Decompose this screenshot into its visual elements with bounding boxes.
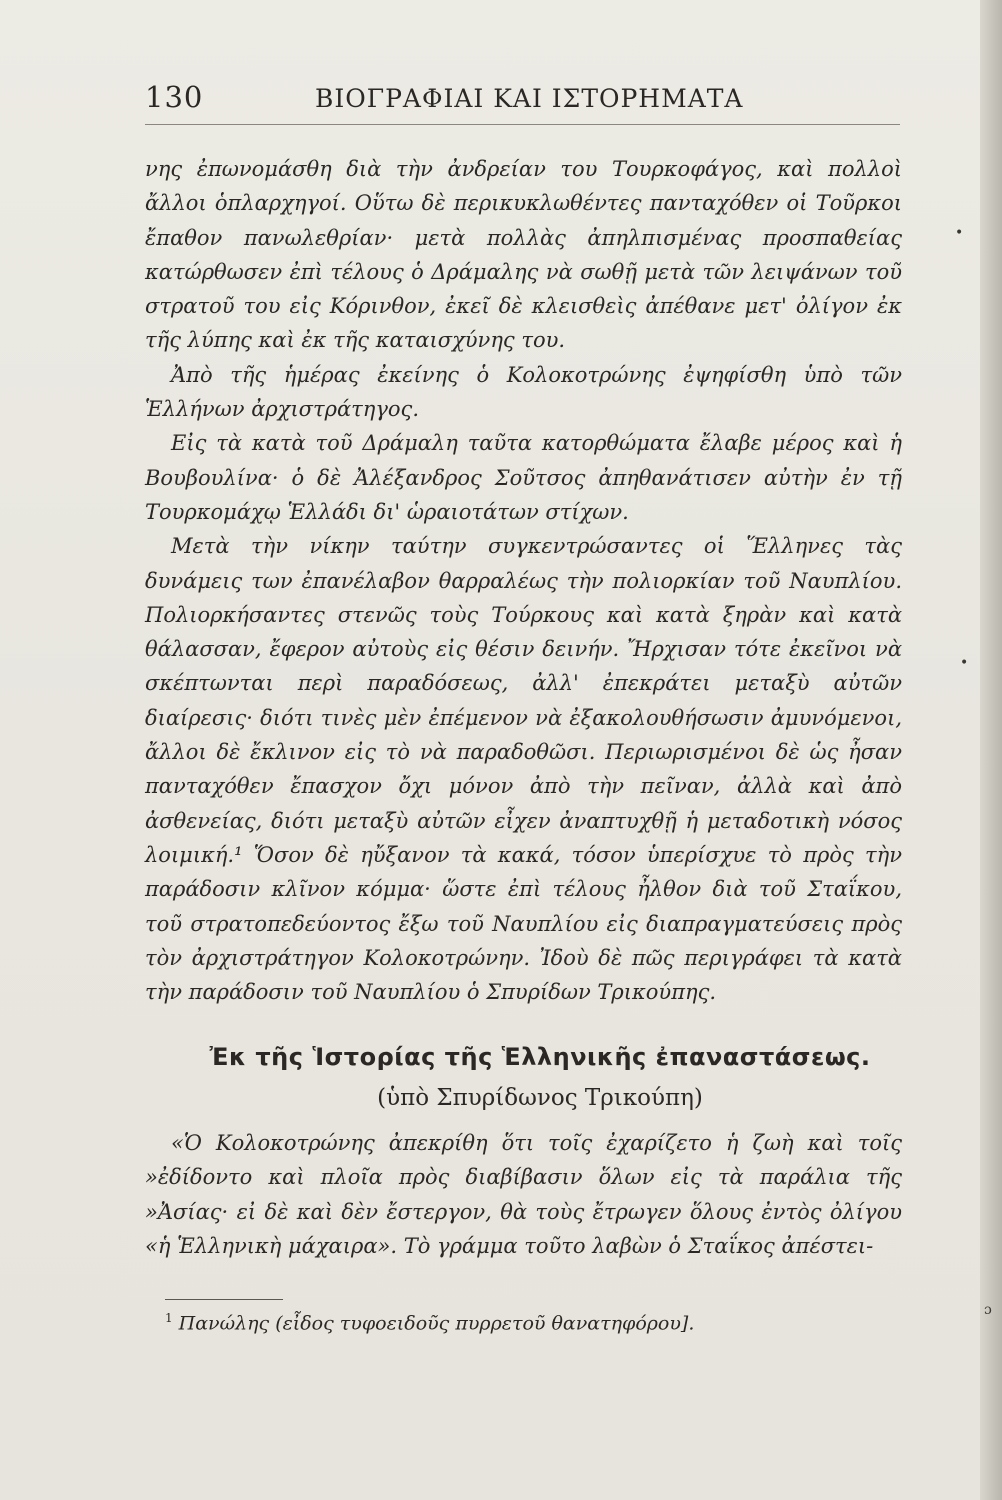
page-edge	[980, 0, 1002, 1500]
footnote	[165, 1311, 694, 1334]
section-subheading: (ὑπὸ Σπυρίδωνος Τρικούπη)	[377, 1085, 703, 1111]
page-number: 130	[145, 80, 204, 114]
quoted-text	[145, 1126, 902, 1263]
footnote-marker: 1	[165, 1311, 173, 1325]
margin-speck: ɔ	[984, 1302, 992, 1318]
page-header	[145, 80, 900, 124]
running-title: ΒΙΟΓΡΑΦΙΑΙ ΚΑΙ ΙΣΤΟΡΗΜΑΤΑ	[315, 84, 744, 113]
margin-speck: •	[960, 655, 969, 671]
paragraph-2: Ἀπὸ τῆς ἡμέρας ἐκείνης ὁ Κολοκοτρώνης ἐψηφίσθη ὑπὸ τῶν Ἑλλήνων ἀρχιστράτηγος.	[145, 362, 902, 422]
footnote-rule	[165, 1299, 283, 1300]
quote-paragraph: «Ὁ Κολοκοτρώνης ἀπεκρίθη ὅτι τοῖς ἐχαρίζετο ἡ ζωὴ καὶ τοῖς »ἐδίδοντο καὶ πλοῖα πρὸς διαβίβασιν ὅλων εἰς τὰ παράλια τῆς »Ἀσίας· εἰ δὲ καὶ δὲν ἔστεργον, θὰ τοὺς ἔτρωγεν ὅλους ἐντὸς ὀλίγου «ἡ Ἑλληνικὴ μάχαιρα». Τὸ γράμμα τοῦτο λαβὼν ὁ Σταΐκος ἀπέστει-	[145, 1131, 902, 1258]
section-heading: Ἐκ τῆς Ἱστορίας τῆς Ἑλληνικῆς ἐπαναστάσεως.	[209, 1043, 871, 1071]
footnote-text: Πανώλης (εἶδος τυφοειδοῦς πυρρετοῦ θανατηφόρου].	[178, 1312, 695, 1335]
paragraph-3: Εἰς τὰ κατὰ τοῦ Δράμαλη ταῦτα κατορθώματα ἔλαβε μέρος καὶ ἡ Βουβουλίνα· ὁ δὲ Ἀλέξανδρος Σοῦτσος ἀπηθανάτισεν αὐτὴν ἐν τῇ Τουρκομάχῳ Ἑλλάδι δι' ὡραιοτάτων στίχων.	[145, 431, 902, 524]
margin-speck: •	[955, 225, 964, 241]
body-text	[145, 152, 902, 1009]
paragraph-4: Μετὰ τὴν νίκην ταύτην συγκεντρώσαντες οἱ Ἕλληνες τὰς δυνάμεις των ἐπανέλαβον θαρραλέως τὴν πολιορκίαν τοῦ Ναυπλίου. Πολιορκήσαντες στενῶς τοὺς Τούρκους καὶ κατὰ ξηρὰν καὶ κατὰ θάλασσαν, ἔφερον αὐτοὺς εἰς θέσιν δεινήν. Ἤρχισαν τότε ἐκεῖνοι νὰ σκέπτωνται περὶ παραδόσεως, ἀλλ' ἐπεκράτει μεταξὺ αὐτῶν διαίρεσις· διότι τινὲς μὲν ἐπέμενον νὰ ἐξακολουθήσωσιν ἀμυνόμενοι, ἄλλοι δὲ ἔκλινον εἰς τὸ νὰ παραδοθῶσι. Περιωρισμένοι δὲ ὡς ἦσαν πανταχόθεν ἔπασχον ὄχι μόνον ἀπὸ τὴν πεῖναν, ἀλλὰ καὶ ἀπὸ ἀσθενείας, διότι μεταξὺ αὐτῶν εἶχεν ἀναπτυχθῇ ἡ μεταδοτικὴ νόσος λοιμική.¹ Ὅσον δὲ ηὔξανον τὰ κακά, τόσον ὑπερίσχυε τὸ πρὸς τὴν παράδοσιν κλῖνον κόμμα· ὥστε ἐπὶ τέλους ἦλθον διὰ τοῦ Σταΐκου, τοῦ στρατοπεδεύοντος ἔξω τοῦ Ναυπλίου εἰς διαπραγματεύσεις πρὸς τὸν ἀρχιστράτηγον Κολοκοτρώνην. Ἰδοὺ δὲ πῶς περιγράφει τὰ κατὰ τὴν παράδοσιν τοῦ Ναυπλίου ὁ Σπυρίδων Τρικούπης.	[145, 534, 902, 1005]
header-rule	[145, 124, 900, 125]
paragraph-1: νης ἐπωνομάσθη διὰ τὴν ἀνδρείαν του Τουρκοφάγος, καὶ πολλοὶ ἄλλοι ὁπλαρχηγοί. Οὕτω δὲ περικυκλωθέντες πανταχόθεν οἱ Τοῦρκοι ἔπαθον πανωλεθρίαν· μετὰ πολλὰς ἀπηλπισμένας προσπαθείας κατώρθωσεν ἐπὶ τέλους ὁ Δράμαλης νὰ σωθῇ μετὰ τῶν λειψάνων τοῦ στρατοῦ του εἰς Κόρινθον, ἐκεῖ δὲ κλεισθεὶς ἀπέθανε μετ' ὀλίγον ἐκ τῆς λύπης καὶ ἐκ τῆς καταισχύνης του.	[145, 157, 902, 353]
